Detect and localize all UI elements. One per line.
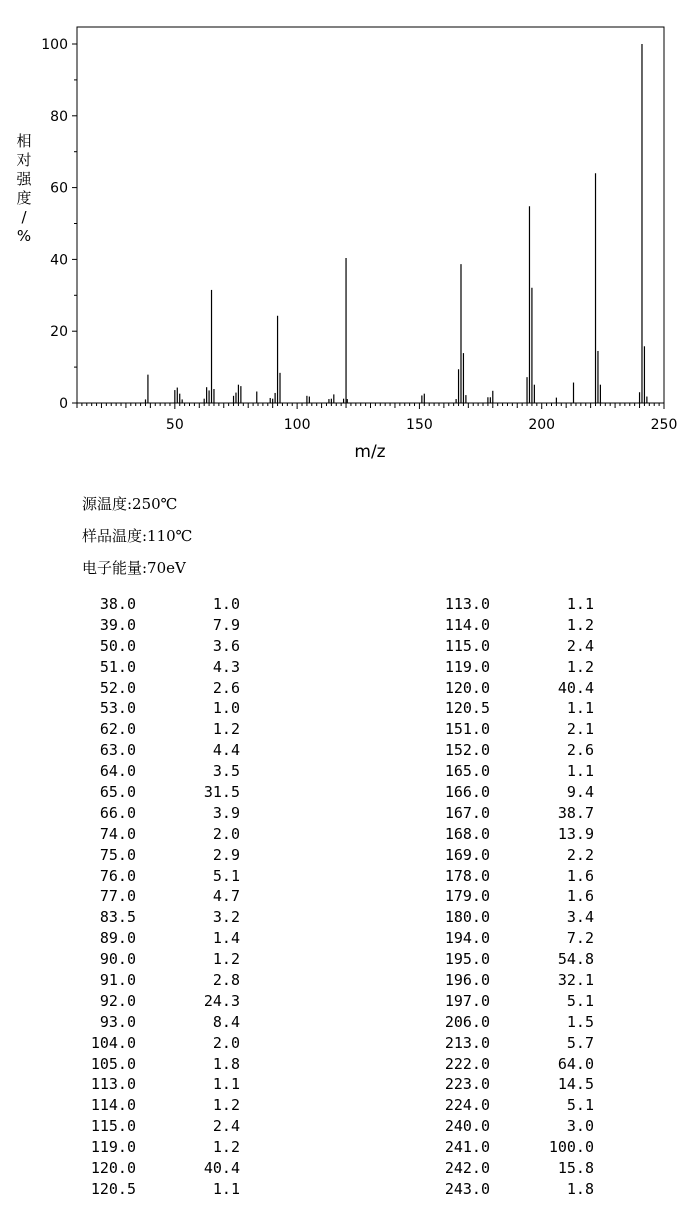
peak-table-right (430, 594, 610, 1200)
peak-abundance: 100.0 (548, 1138, 594, 1157)
peak-abundance: 1.1 (566, 699, 594, 718)
peak-mz: 223.0 (444, 1075, 490, 1094)
peak-mz: 240.0 (444, 1117, 490, 1136)
peak-abundance: 1.8 (566, 1179, 594, 1198)
peak-row (76, 1012, 256, 1033)
source-temperature: 源温度:250℃ (82, 495, 178, 513)
peak-mz: 91.0 (99, 971, 136, 990)
peak-abundance: 2.6 (566, 741, 594, 760)
peak-row (76, 698, 256, 719)
y-axis-label (14, 132, 34, 246)
peak-row (76, 866, 256, 887)
peak-mz: 169.0 (444, 845, 490, 864)
peak-mz: 115.0 (90, 1117, 136, 1136)
peak-mz: 179.0 (444, 887, 490, 906)
peak-abundance: 3.5 (212, 762, 240, 781)
peak-row (76, 949, 256, 970)
peak-mz: 120.5 (90, 1179, 136, 1198)
peak-mz: 39.0 (99, 615, 136, 634)
peak-mz: 120.5 (444, 699, 490, 718)
peak-mz: 224.0 (444, 1096, 490, 1115)
sample-temperature: 样品温度:110℃ (82, 527, 193, 545)
peak-row (430, 845, 610, 866)
peak-mz: 197.0 (444, 991, 490, 1010)
x-tick-label: 150 (406, 417, 433, 433)
x-axis-ticks (77, 403, 677, 433)
peak-row (76, 719, 256, 740)
peak-mz: 119.0 (444, 657, 490, 676)
peak-abundance: 3.4 (566, 908, 594, 927)
peak-abundance: 2.6 (212, 678, 240, 697)
peak-mz: 178.0 (444, 866, 490, 885)
peak-mz: 62.0 (99, 720, 136, 739)
peak-row (430, 1033, 610, 1054)
peak-abundance: 2.4 (212, 1117, 240, 1136)
peak-row (76, 970, 256, 991)
peak-row (76, 678, 256, 699)
peak-mz: 241.0 (444, 1138, 490, 1157)
peak-abundance: 1.6 (566, 866, 594, 885)
peak-row (76, 615, 256, 636)
peak-abundance: 3.0 (566, 1117, 594, 1136)
peak-abundance: 1.5 (566, 1012, 594, 1031)
plot-frame (77, 27, 664, 403)
peak-mz: 83.5 (99, 908, 136, 927)
measurement-conditions (82, 492, 192, 588)
peak-row (76, 803, 256, 824)
peak-abundance: 2.0 (212, 824, 240, 843)
x-tick-label: 50 (165, 417, 184, 433)
y-tick-label: 0 (59, 396, 68, 412)
peak-row (430, 1074, 610, 1095)
peak-row (430, 1095, 610, 1116)
peak-mz: 89.0 (99, 929, 136, 948)
y-tick-label: 40 (50, 252, 68, 269)
peak-row (76, 1158, 256, 1179)
peak-row (76, 761, 256, 782)
peak-mz: 194.0 (444, 929, 490, 948)
peak-mz: 114.0 (444, 615, 490, 634)
peak-abundance: 3.6 (212, 636, 240, 655)
peak-mz: 151.0 (444, 720, 490, 739)
peak-row (430, 928, 610, 949)
peak-row (430, 803, 610, 824)
y-axis-label-char: 强 (16, 170, 32, 188)
x-tick-label: 200 (528, 417, 556, 433)
peak-row (430, 657, 610, 678)
peak-abundance: 4.4 (212, 741, 240, 760)
peak-mz: 119.0 (90, 1138, 136, 1157)
peak-row (430, 866, 610, 887)
peak-row (430, 970, 610, 991)
peak-row (76, 1137, 256, 1158)
peak-mz: 64.0 (99, 762, 136, 781)
x-tick-label: 100 (283, 417, 311, 433)
peak-abundance: 1.2 (212, 1096, 240, 1115)
peak-abundance: 5.1 (212, 866, 240, 885)
peak-row (430, 782, 610, 803)
peak-mz: 196.0 (444, 971, 490, 990)
peak-table-left (76, 594, 256, 1200)
peak-abundance: 64.0 (557, 1054, 594, 1073)
peak-mz: 74.0 (99, 824, 136, 843)
y-tick-label: 60 (50, 180, 68, 197)
peak-row (430, 949, 610, 970)
peak-mz: 50.0 (99, 636, 136, 655)
y-axis-label-char: 度 (16, 189, 32, 207)
peak-row (430, 1012, 610, 1033)
peak-abundance: 1.1 (212, 1179, 240, 1198)
peak-mz: 76.0 (99, 866, 136, 885)
peak-abundance: 7.9 (212, 615, 240, 634)
peak-abundance: 2.9 (212, 845, 240, 864)
peak-abundance: 2.8 (212, 971, 240, 990)
peak-mz: 93.0 (99, 1012, 136, 1031)
peak-mz: 120.0 (444, 678, 490, 697)
peak-abundance: 1.1 (566, 762, 594, 781)
mass-spectrum-chart (0, 0, 687, 470)
peak-mz: 92.0 (99, 991, 136, 1010)
peak-mz: 104.0 (90, 1033, 136, 1052)
peak-row (76, 886, 256, 907)
peak-abundance: 1.1 (566, 595, 594, 613)
peak-row (430, 1116, 610, 1137)
peak-row (76, 1054, 256, 1075)
peak-mz: 53.0 (99, 699, 136, 718)
peak-abundance: 1.0 (212, 595, 240, 613)
spectrum-peaks (145, 44, 646, 403)
peak-abundance: 1.2 (212, 950, 240, 969)
peak-mz: 65.0 (99, 783, 136, 802)
peak-abundance: 14.5 (557, 1075, 594, 1094)
peak-row (430, 698, 610, 719)
peak-mz: 120.0 (90, 1159, 136, 1178)
peak-row (430, 824, 610, 845)
peak-mz: 243.0 (444, 1179, 490, 1198)
peak-abundance: 3.9 (212, 803, 240, 822)
peak-abundance: 1.6 (566, 887, 594, 906)
y-axis-label-char: 相 (16, 132, 32, 150)
peak-abundance: 5.1 (566, 1096, 594, 1115)
peak-mz: 168.0 (444, 824, 490, 843)
peak-mz: 195.0 (444, 950, 490, 969)
peak-abundance: 38.7 (557, 803, 594, 822)
peak-mz: 113.0 (90, 1075, 136, 1094)
peak-abundance: 1.2 (212, 1138, 240, 1157)
peak-mz: 52.0 (99, 678, 136, 697)
y-tick-label: 100 (41, 37, 68, 53)
peak-row (76, 657, 256, 678)
peak-mz: 51.0 (99, 657, 136, 676)
peak-row (430, 719, 610, 740)
peak-row (430, 740, 610, 761)
peak-row (76, 740, 256, 761)
peak-abundance: 40.4 (557, 678, 594, 697)
peak-mz: 114.0 (90, 1096, 136, 1115)
peak-mz: 180.0 (444, 908, 490, 927)
peak-row (76, 907, 256, 928)
peak-abundance: 4.3 (212, 657, 240, 676)
peak-mz: 75.0 (99, 845, 136, 864)
peak-row (76, 824, 256, 845)
peak-row (76, 636, 256, 657)
peak-abundance: 1.4 (212, 929, 240, 948)
peak-abundance: 8.4 (212, 1012, 240, 1031)
y-axis-label-char: % (16, 227, 32, 245)
peak-row (430, 907, 610, 928)
peak-row (76, 782, 256, 803)
peak-row (430, 1137, 610, 1158)
peak-row (430, 761, 610, 782)
y-tick-label: 20 (50, 324, 68, 341)
peak-abundance: 1.2 (566, 615, 594, 634)
peak-mz: 213.0 (444, 1033, 490, 1052)
peak-row (430, 678, 610, 699)
peak-abundance: 1.2 (212, 720, 240, 739)
peak-mz: 63.0 (99, 741, 136, 760)
peak-row (76, 845, 256, 866)
peak-mz: 165.0 (444, 762, 490, 781)
peak-abundance: 2.4 (566, 636, 594, 655)
y-tick-label: 80 (50, 108, 68, 125)
peak-mz: 38.0 (99, 595, 136, 613)
electron-energy: 电子能量:70eV (82, 559, 186, 577)
y-axis-label-char: 对 (16, 151, 32, 169)
peak-abundance: 1.0 (212, 699, 240, 718)
peak-row (430, 1158, 610, 1179)
peak-abundance: 5.7 (566, 1033, 594, 1052)
peak-mz: 105.0 (90, 1054, 136, 1073)
peak-abundance: 3.2 (212, 908, 240, 927)
peak-abundance: 24.3 (203, 991, 240, 1010)
x-axis-label: m/z (354, 442, 386, 462)
peak-row (76, 1095, 256, 1116)
peak-abundance: 2.0 (212, 1033, 240, 1052)
peak-row (76, 991, 256, 1012)
peak-row (76, 1033, 256, 1054)
peak-mz: 167.0 (444, 803, 490, 822)
peak-row (76, 594, 256, 615)
y-axis-ticks (41, 37, 77, 412)
peak-abundance: 54.8 (557, 950, 594, 969)
peak-row (430, 615, 610, 636)
peak-abundance: 2.2 (566, 845, 594, 864)
peak-abundance: 5.1 (566, 991, 594, 1010)
peak-mz: 66.0 (99, 803, 136, 822)
peak-mz: 206.0 (444, 1012, 490, 1031)
peak-abundance: 1.1 (212, 1075, 240, 1094)
peak-row (76, 1179, 256, 1200)
peak-mz: 77.0 (99, 887, 136, 906)
peak-abundance: 31.5 (203, 783, 240, 802)
peak-row (430, 1179, 610, 1200)
x-tick-label: 250 (650, 417, 678, 433)
peak-row (430, 636, 610, 657)
peak-row (76, 1116, 256, 1137)
peak-mz: 242.0 (444, 1159, 490, 1178)
peak-mz: 166.0 (444, 783, 490, 802)
peak-row (76, 928, 256, 949)
peak-abundance: 7.2 (566, 929, 594, 948)
peak-abundance: 2.1 (566, 720, 594, 739)
peak-mz: 90.0 (99, 950, 136, 969)
peak-row (76, 1074, 256, 1095)
peak-abundance: 13.9 (557, 824, 594, 843)
peak-abundance: 4.7 (212, 887, 240, 906)
peak-mz: 152.0 (444, 741, 490, 760)
peak-mz: 115.0 (444, 636, 490, 655)
y-axis-label-char: / (21, 208, 27, 226)
peak-abundance: 15.8 (557, 1159, 594, 1178)
peak-abundance: 1.8 (212, 1054, 240, 1073)
peak-abundance: 40.4 (203, 1159, 240, 1178)
peak-abundance: 32.1 (557, 971, 594, 990)
peak-row (430, 991, 610, 1012)
peak-abundance: 1.2 (566, 657, 594, 676)
peak-mz: 113.0 (444, 595, 490, 613)
peak-mz: 222.0 (444, 1054, 490, 1073)
peak-row (430, 594, 610, 615)
peak-row (430, 886, 610, 907)
peak-row (430, 1054, 610, 1075)
peak-abundance: 9.4 (566, 783, 594, 802)
